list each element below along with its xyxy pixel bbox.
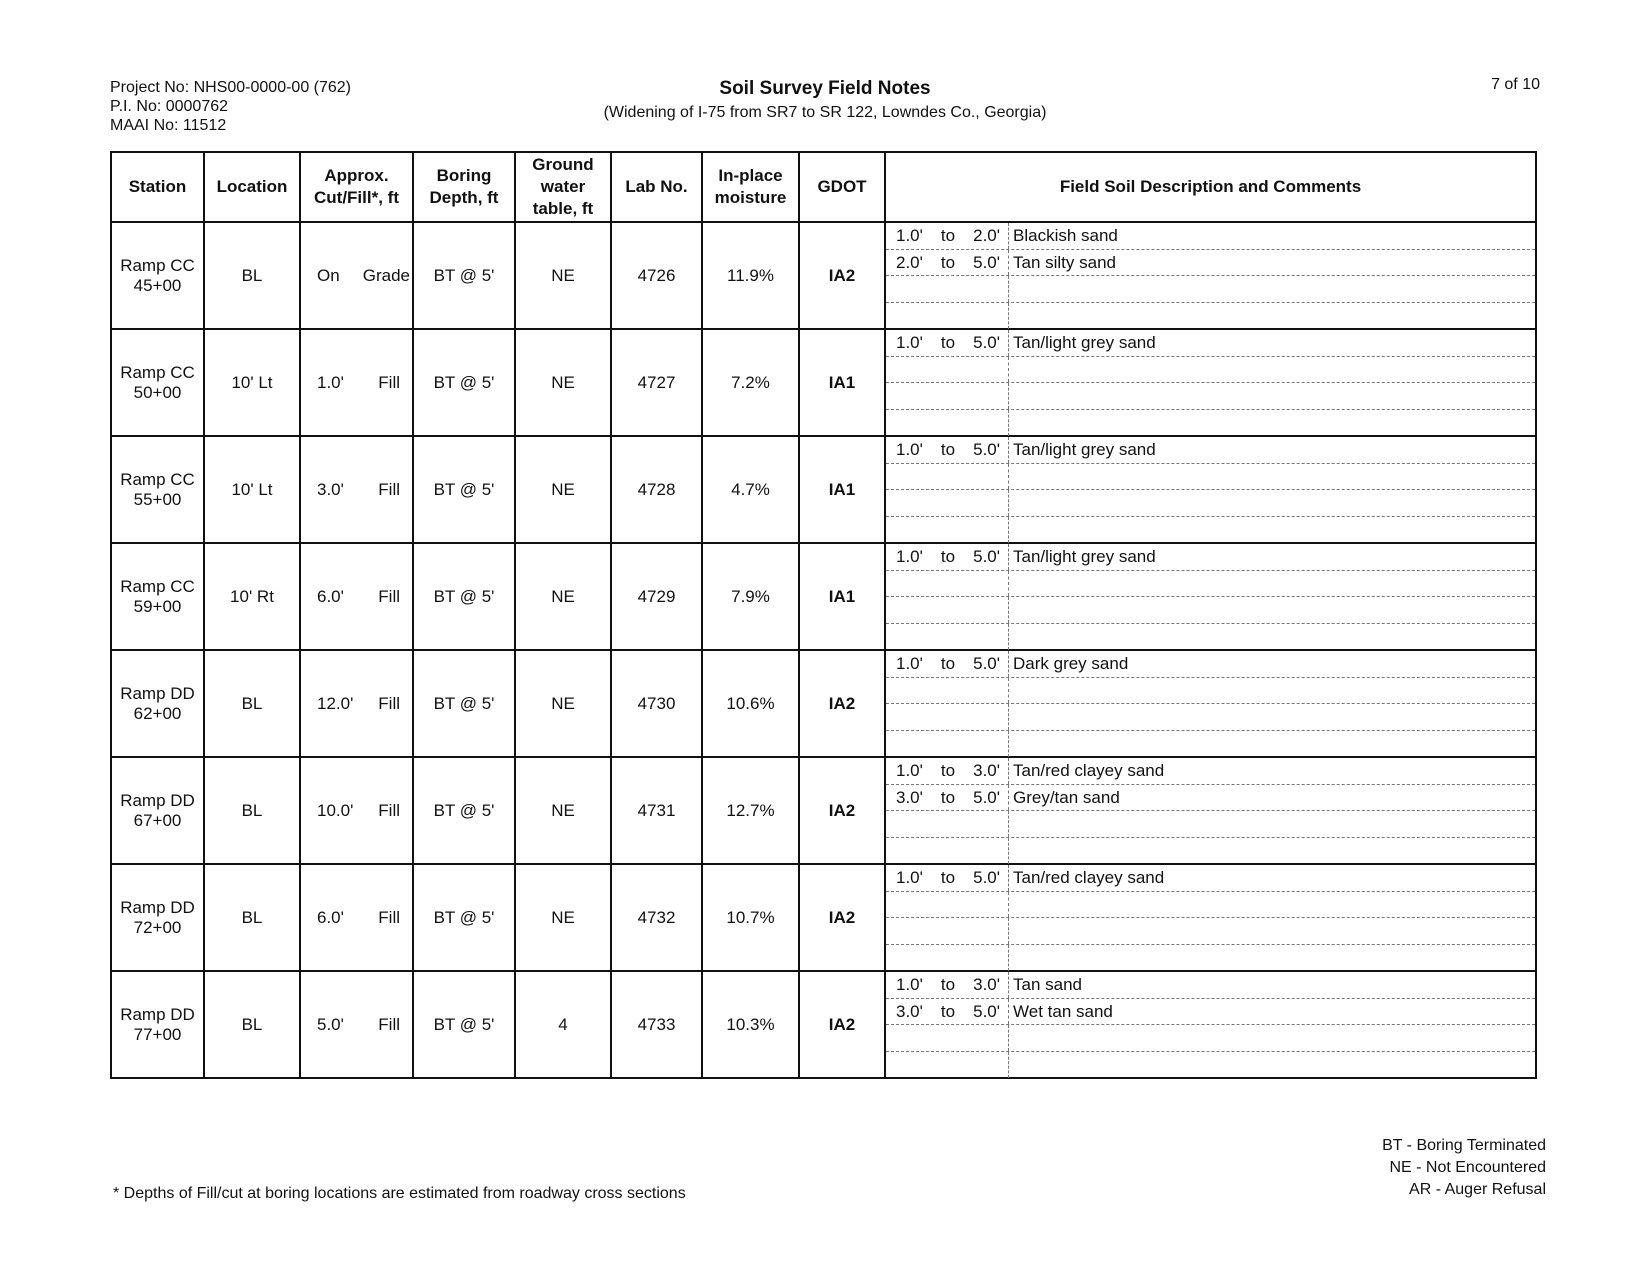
boring-depth-cell: BT @ 5': [413, 971, 515, 1078]
boring-depth-cell: BT @ 5': [413, 329, 515, 436]
layer-to: 5.0': [973, 252, 1000, 272]
layer-description: [1009, 838, 1013, 865]
layer-depth-range: [886, 357, 1009, 383]
gdot-class-cell: IA2: [799, 222, 885, 329]
layer-depth-range: [886, 785, 1009, 811]
ground-water-cell: NE: [515, 650, 611, 757]
boring-depth-cell: BT @ 5': [413, 222, 515, 329]
layer-description: [1009, 918, 1013, 944]
soil-layer-line: [886, 972, 1535, 999]
layer-description: Wet tan sand: [1013, 1001, 1113, 1021]
location-cell: 10' Lt: [204, 329, 300, 436]
moisture-cell: 11.9%: [702, 222, 799, 329]
layer-to-word: to: [940, 252, 956, 272]
layer-description: [1009, 731, 1013, 758]
lab-no-cell: 4729: [611, 543, 702, 650]
layer-depth-range: [886, 892, 1009, 918]
description-cell: [885, 222, 1536, 329]
soil-layer-line: [886, 785, 1535, 812]
page-title: Soil Survey Field Notes: [719, 78, 931, 99]
location-cell: BL: [204, 864, 300, 971]
layer-to: 5.0': [973, 654, 1000, 673]
layer-from: 1.0': [896, 226, 923, 245]
soil-layer-line: [886, 945, 1535, 972]
boring-depth-cell: BT @ 5': [413, 650, 515, 757]
gdot-class-cell: IA1: [799, 436, 885, 543]
location-cell: BL: [204, 650, 300, 757]
boring-depth-cell: BT @ 5': [413, 436, 515, 543]
layer-description: Dark grey sand: [1013, 654, 1129, 673]
layer-depth-range: [886, 276, 1009, 302]
location-cell: 10' Rt: [204, 543, 300, 650]
soil-layer-line: [886, 437, 1535, 464]
layer-to: 5.0': [973, 440, 1000, 459]
soil-layer-line: [886, 838, 1535, 865]
station-cell: Ramp CC 50+00: [111, 329, 204, 436]
layer-description: [1009, 276, 1013, 302]
layer-description: Tan/light grey sand: [1013, 547, 1156, 566]
ground-water-cell: NE: [515, 543, 611, 650]
boring-depth-cell: BT @ 5': [413, 757, 515, 864]
description-cell: [885, 329, 1536, 436]
layer-depth-range: [886, 330, 1009, 356]
layer-depth-range: [886, 410, 1009, 437]
moisture-cell: 12.7%: [702, 757, 799, 864]
ground-water-cell: NE: [515, 222, 611, 329]
table-row: [111, 436, 1536, 543]
layer-depth-range: [886, 250, 1009, 276]
soil-layer-line: [886, 490, 1535, 517]
col-header-boring-depth: Boring Depth, ft: [413, 152, 515, 222]
soil-layer-line: [886, 651, 1535, 678]
table-row: [111, 757, 1536, 864]
layer-description: [1009, 1025, 1013, 1051]
layer-depth-range: [886, 651, 1009, 677]
ground-water-cell: NE: [515, 757, 611, 864]
station-cell: Ramp DD 62+00: [111, 650, 204, 757]
station-cell: Ramp DD 72+00: [111, 864, 204, 971]
soil-layer-line: [886, 544, 1535, 571]
layer-description: Tan/red clayey sand: [1013, 868, 1165, 887]
gdot-class-cell: IA2: [799, 971, 885, 1078]
soil-layer-line: [886, 250, 1535, 277]
layer-description: Grey/tan sand: [1013, 787, 1120, 807]
soil-layer-line: [886, 303, 1535, 330]
layer-depth-range: [886, 678, 1009, 704]
layer-to-word: to: [940, 440, 956, 459]
table-row: [111, 650, 1536, 757]
moisture-cell: 4.7%: [702, 436, 799, 543]
col-header-station: Station: [111, 152, 204, 222]
table-row: [111, 222, 1536, 329]
table-row: [111, 543, 1536, 650]
layer-to-word: to: [940, 1001, 956, 1021]
layer-to-word: to: [940, 868, 956, 887]
layer-depth-range: [886, 597, 1009, 623]
location-cell: BL: [204, 971, 300, 1078]
legend-item: AR - Auger Refusal: [1409, 1181, 1546, 1198]
moisture-cell: 7.2%: [702, 329, 799, 436]
layer-description: [1009, 517, 1013, 544]
soil-layer-line: [886, 758, 1535, 785]
soil-survey-table: [110, 151, 1537, 1079]
layer-description: [1009, 1052, 1013, 1079]
layer-description: [1009, 624, 1013, 651]
layer-depth-range: [886, 758, 1009, 784]
col-header-moisture: In-place moisture: [702, 152, 799, 222]
layer-depth-range: [886, 624, 1009, 651]
layer-depth-range: [886, 1025, 1009, 1051]
layer-to-word: to: [940, 333, 956, 352]
gdot-class-cell: IA2: [799, 650, 885, 757]
layer-to: 3.0': [973, 975, 1000, 994]
layer-from: 1.0': [896, 868, 923, 887]
layer-to: 5.0': [973, 547, 1000, 566]
layer-description: [1009, 597, 1013, 623]
soil-layer-line: [886, 383, 1535, 410]
layer-to: 5.0': [973, 787, 1000, 807]
soil-layer-line: [886, 330, 1535, 357]
gdot-class-cell: IA1: [799, 329, 885, 436]
layer-from: 3.0': [896, 787, 923, 807]
layer-description: [1009, 945, 1013, 972]
description-cell: [885, 436, 1536, 543]
layer-depth-range: [886, 1052, 1009, 1079]
table-row: [111, 329, 1536, 436]
cut-fill-cell: 5.0' Fill: [300, 971, 413, 1078]
layer-from: 3.0': [896, 1001, 923, 1021]
gdot-class-cell: IA1: [799, 543, 885, 650]
layer-description: [1009, 811, 1013, 837]
soil-layer-line: [886, 223, 1535, 250]
moisture-cell: 10.3%: [702, 971, 799, 1078]
table-row: [111, 864, 1536, 971]
layer-description: [1009, 464, 1013, 490]
layer-description: [1009, 410, 1013, 437]
table-header-row: [111, 152, 1536, 222]
layer-to-word: to: [940, 761, 956, 780]
layer-depth-range: [886, 865, 1009, 891]
description-cell: [885, 864, 1536, 971]
lab-no-cell: 4727: [611, 329, 702, 436]
layer-from: 2.0': [896, 252, 923, 272]
lab-no-cell: 4733: [611, 971, 702, 1078]
soil-layer-line: [886, 571, 1535, 598]
station-cell: Ramp CC 45+00: [111, 222, 204, 329]
col-header-lab-no: Lab No.: [611, 152, 702, 222]
cut-fill-cell: 12.0' Fill: [300, 650, 413, 757]
layer-depth-range: [886, 731, 1009, 758]
description-cell: [885, 971, 1536, 1078]
abbreviation-legend: [1250, 1135, 1546, 1201]
cut-fill-cell: 6.0' Fill: [300, 864, 413, 971]
maai-number: MAAI No: 11512: [110, 117, 227, 134]
cut-fill-cell: 3.0' Fill: [300, 436, 413, 543]
layer-from: 1.0': [896, 547, 923, 566]
page-number: 7 of 10: [1491, 76, 1540, 93]
location-cell: BL: [204, 222, 300, 329]
layer-description: [1009, 704, 1013, 730]
soil-layer-line: [886, 678, 1535, 705]
ground-water-cell: 4: [515, 971, 611, 1078]
page-subtitle: (Widening of I-75 from SR7 to SR 122, Lowndes Co., Georgia): [603, 104, 1047, 121]
layer-depth-range: [886, 704, 1009, 730]
col-header-cut-fill: Approx. Cut/Fill*, ft: [300, 152, 413, 222]
description-cell: [885, 650, 1536, 757]
project-info: [110, 78, 351, 135]
layer-depth-range: [886, 945, 1009, 972]
soil-layer-line: [886, 410, 1535, 437]
cut-fill-cell: 1.0' Fill: [300, 329, 413, 436]
cut-fill-cell: 10.0' Fill: [300, 757, 413, 864]
layer-depth-range: [886, 464, 1009, 490]
ground-water-cell: NE: [515, 329, 611, 436]
layer-from: 1.0': [896, 761, 923, 780]
layer-depth-range: [886, 838, 1009, 865]
layer-depth-range: [886, 490, 1009, 516]
layer-depth-range: [886, 999, 1009, 1025]
layer-to-word: to: [940, 547, 956, 566]
layer-depth-range: [886, 918, 1009, 944]
layer-to: 2.0': [973, 226, 1000, 245]
station-cell: Ramp CC 55+00: [111, 436, 204, 543]
layer-depth-range: [886, 437, 1009, 463]
layer-description: [1009, 678, 1013, 704]
soil-layer-line: [886, 276, 1535, 303]
col-header-ground-water: Ground water table, ft: [515, 152, 611, 222]
layer-depth-range: [886, 383, 1009, 409]
legend-item: NE - Not Encountered: [1389, 1159, 1546, 1176]
soil-layer-line: [886, 892, 1535, 919]
location-cell: BL: [204, 757, 300, 864]
layer-description: Tan/red clayey sand: [1013, 761, 1165, 780]
layer-description: Blackish sand: [1013, 226, 1118, 245]
moisture-cell: 7.9%: [702, 543, 799, 650]
layer-from: 1.0': [896, 333, 923, 352]
soil-layer-line: [886, 357, 1535, 384]
layer-to: 5.0': [973, 1001, 1000, 1021]
layer-depth-range: [886, 223, 1009, 249]
soil-layer-line: [886, 464, 1535, 491]
layer-description: [1009, 303, 1013, 330]
cut-fill-cell: On Grade: [300, 222, 413, 329]
gdot-class-cell: IA2: [799, 757, 885, 864]
layer-to-word: to: [940, 787, 956, 807]
layer-to: 3.0': [973, 761, 1000, 780]
station-cell: Ramp DD 77+00: [111, 971, 204, 1078]
soil-layer-line: [886, 999, 1535, 1026]
lab-no-cell: 4732: [611, 864, 702, 971]
layer-to: 5.0': [973, 333, 1000, 352]
soil-layer-line: [886, 517, 1535, 544]
layer-depth-range: [886, 972, 1009, 998]
soil-layer-line: [886, 597, 1535, 624]
cut-fill-cell: 6.0' Fill: [300, 543, 413, 650]
pi-number: P.I. No: 0000762: [110, 98, 229, 115]
layer-description: [1009, 892, 1013, 918]
boring-depth-cell: BT @ 5': [413, 543, 515, 650]
layer-description: Tan silty sand: [1013, 252, 1116, 272]
layer-depth-range: [886, 517, 1009, 544]
moisture-cell: 10.7%: [702, 864, 799, 971]
col-header-gdot: GDOT: [799, 152, 885, 222]
layer-to-word: to: [940, 654, 956, 673]
layer-description: Tan/light grey sand: [1013, 440, 1156, 459]
station-cell: Ramp DD 67+00: [111, 757, 204, 864]
soil-layer-line: [886, 1052, 1535, 1079]
station-cell: Ramp CC 59+00: [111, 543, 204, 650]
col-header-description: Field Soil Description and Comments: [885, 152, 1536, 222]
layer-description: [1009, 383, 1013, 409]
layer-description: Tan sand: [1013, 975, 1082, 994]
soil-layer-line: [886, 811, 1535, 838]
lab-no-cell: 4730: [611, 650, 702, 757]
project-number: Project No: NHS00-0000-00 (762): [110, 79, 352, 96]
lab-no-cell: 4731: [611, 757, 702, 864]
soil-layer-line: [886, 624, 1535, 651]
layer-depth-range: [886, 571, 1009, 597]
soil-layer-line: [886, 865, 1535, 892]
ground-water-cell: NE: [515, 436, 611, 543]
layer-from: 1.0': [896, 654, 923, 673]
legend-item: BT - Boring Terminated: [1382, 1137, 1546, 1154]
ground-water-cell: NE: [515, 864, 611, 971]
layer-description: [1009, 490, 1013, 516]
lab-no-cell: 4726: [611, 222, 702, 329]
description-cell: [885, 757, 1536, 864]
layer-depth-range: [886, 303, 1009, 330]
layer-to-word: to: [940, 226, 956, 245]
layer-depth-range: [886, 544, 1009, 570]
layer-to: 5.0': [973, 868, 1000, 887]
soil-layer-line: [886, 918, 1535, 945]
col-header-location: Location: [204, 152, 300, 222]
soil-layer-line: [886, 731, 1535, 758]
layer-depth-range: [886, 811, 1009, 837]
footnote: * Depths of Fill/cut at boring locations are estimated from roadway cross sections: [113, 1185, 686, 1202]
location-cell: 10' Lt: [204, 436, 300, 543]
layer-from: 1.0': [896, 440, 923, 459]
gdot-class-cell: IA2: [799, 864, 885, 971]
layer-description: [1009, 571, 1013, 597]
moisture-cell: 10.6%: [702, 650, 799, 757]
soil-layer-line: [886, 704, 1535, 731]
layer-from: 1.0': [896, 975, 923, 994]
layer-description: [1009, 357, 1013, 383]
boring-depth-cell: BT @ 5': [413, 864, 515, 971]
layer-description: Tan/light grey sand: [1013, 333, 1156, 352]
description-cell: [885, 543, 1536, 650]
table-row: [111, 971, 1536, 1078]
soil-layer-line: [886, 1025, 1535, 1052]
layer-to-word: to: [940, 975, 956, 994]
lab-no-cell: 4728: [611, 436, 702, 543]
